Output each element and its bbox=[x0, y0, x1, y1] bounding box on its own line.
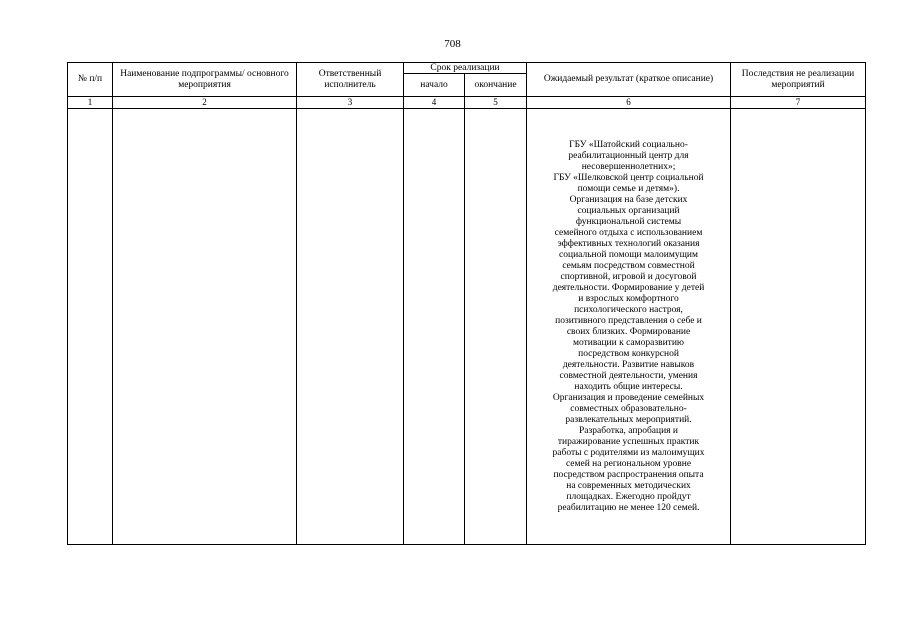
column-number: 1 bbox=[68, 97, 113, 109]
header-end: окончание bbox=[465, 74, 527, 97]
row-consequences-cell bbox=[731, 109, 866, 545]
header-program-name: Наименование подпрограммы/ основного мероприятия bbox=[113, 63, 297, 97]
row-executor-cell bbox=[297, 109, 404, 545]
column-numbers-row bbox=[68, 97, 866, 109]
header-start: начало bbox=[404, 74, 465, 97]
column-number: 4 bbox=[404, 97, 465, 109]
row-number-cell bbox=[68, 109, 113, 545]
header-period: Срок реализации bbox=[404, 63, 527, 74]
row-expected-result-cell: ГБУ «Шатойский социально- реабилитационный центр для несовершеннолетних»; ГБУ «Шелковской центр социальной помощи семье и детям»). Организация на базе детских социальных организаций функциональной системы семейного отдыха с использованием эффективных технологий оказания социальной помощи малоимущим семьям посредством совместной спортивной, игровой и досуговой деятельности. Формирование у детей и взрослых комфортного психологического настроя, позитивного представления о себе и своих близких. Формирование мотивации к саморазвитию посредством конкурсной деятельности. Развитие навыков совместной деятельности, умения находить общие интересы. Организация и проведение семейных совместных образовательно- развлекательных мероприятий. Разработка, апробация и тиражирование успешных практик работы с родителями из малоимущих семей на региональном уровне посредством распространения опыта на современных методических площадках. Ежегодно пройдут реабилитацию не менее 120 семей. bbox=[527, 109, 731, 545]
row-start-cell bbox=[404, 109, 465, 545]
column-number: 7 bbox=[731, 97, 866, 109]
page-number: 708 bbox=[444, 38, 461, 50]
header-executor: Ответственный исполнитель bbox=[297, 63, 404, 97]
header-expected-result: Ожидаемый результат (краткое описание) bbox=[527, 63, 731, 97]
column-number: 3 bbox=[297, 97, 404, 109]
row-program-name-cell bbox=[113, 109, 297, 545]
measures-table bbox=[67, 62, 866, 545]
column-number: 5 bbox=[465, 97, 527, 109]
table-row bbox=[68, 109, 866, 545]
row-end-cell bbox=[465, 109, 527, 545]
header-consequences: Последствия не реализации мероприятий bbox=[731, 63, 866, 97]
column-number: 6 bbox=[527, 97, 731, 109]
header-number: № п/п bbox=[68, 63, 113, 97]
header-row bbox=[68, 63, 866, 74]
column-number: 2 bbox=[113, 97, 297, 109]
